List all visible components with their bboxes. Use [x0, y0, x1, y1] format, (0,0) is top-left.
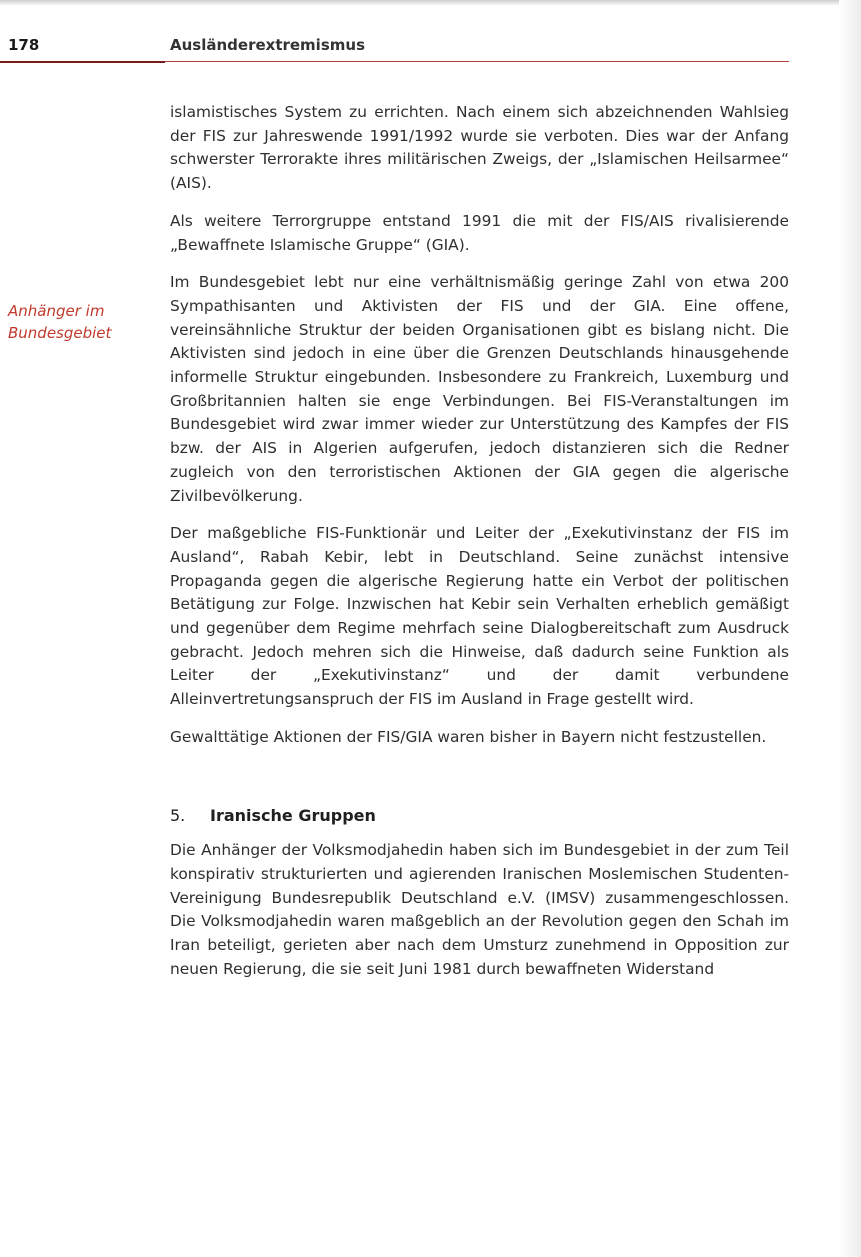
- section-heading: [170, 804, 789, 828]
- margin-note-line-1: Anhänger im: [8, 302, 105, 320]
- header-rule-right: [165, 61, 789, 62]
- scan-top-shadow: [0, 0, 861, 6]
- paragraph-4: Der maßgebliche FIS-Funktionär und Leiter der „Exekutivinstanz der FIS im Ausland“, Rabah Kebir, lebt in Deutschland. Seine zunächst intensive Propaganda gegen die algerische Regierung hatte ein Verbot der politischen Betätigung zur Folge. Inzwischen hat Kebir sein Verhalten erheblich gemäßigt und gegenüber dem Regime mehrfach seine Dialogbereitschaft zum Ausdruck gebracht. Jedoch mehren sich die Hinweise, daß dadurch seine Funktion als Leiter der „Exekutivinstanz“ und der damit verbundene Alleinvertretungsanspruch der FIS im Ausland in Frage gestellt wird.: [170, 524, 789, 709]
- margin-note: [8, 300, 158, 344]
- paragraph-2: Als weitere Terrorgruppe entstand 1991 die mit der FIS/AIS rivalisierende „Bewaffnete Islamische Gruppe“ (GIA).: [170, 211, 789, 254]
- header-rule-left: [0, 61, 165, 63]
- section-number: 5.: [170, 805, 186, 825]
- body-text: [170, 101, 789, 996]
- margin-note-line-2: Bundesgebiet: [8, 324, 112, 342]
- paragraph-1: islamistisches System zu errichten. Nach einem sich abzeichnenden Wahlsieg der FIS zur Jahreswende 1991/1992 wurde sie verboten. Dies war der Anfang schwerster Terrorakte ihres militärischen Zweigs, der „Islamischen Heilsarmee“ (AIS).: [170, 103, 789, 193]
- section-paragraph: Die Anhänger der Volksmodjahedin haben sich im Bundesgebiet in der zum Teil konspirativ strukturierten und agierenden Iranischen Moslemischen Studenten-Vereinigung Bundesrepublik Deutschland e.V. (IMSV) zusammengeschlossen. Die Volksmodjahedin waren maßgeblich an der Revolution gegen den Schah im Iran beteiligt, gerieten aber nach dem Umsturz zunehmend in Opposition zur neuen Regierung, die sie seit Juni 1981 durch bewaffneten Widerstand: [170, 841, 789, 978]
- section-title: Iranische Gruppen: [210, 805, 376, 825]
- paragraph-5: Gewalttätige Aktionen der FIS/GIA waren bisher in Bayern nicht festzustellen.: [170, 727, 767, 746]
- scan-right-shadow: [839, 0, 861, 1257]
- running-head: Ausländerextremismus: [170, 36, 365, 54]
- page-number: 178: [8, 36, 40, 54]
- paragraph-3: Im Bundesgebiet lebt nur eine verhältnismäßig geringe Zahl von etwa 200 Sympathisanten und Aktivisten der FIS und der GIA. Eine offene, vereinsähnliche Struktur der beiden Organisationen gibt es bislang nicht. Die Aktivisten sind jedoch in eine über die Grenzen Deutschlands hinausgehende informelle Struktur eingebunden. Insbesondere zu Frankreich, Luxemburg und Großbritannien halten sie enge Verbindungen. Bei FIS-Veranstaltungen im Bundesgebiet wird zwar immer wieder zur Unterstützung des Kampfes der FIS bzw. der AIS in Algerien aufgerufen, jedoch distanzieren sich die Redner zugleich von den terroristischen Aktionen der GIA gegen die algerische Zivilbevölkerung.: [170, 273, 789, 505]
